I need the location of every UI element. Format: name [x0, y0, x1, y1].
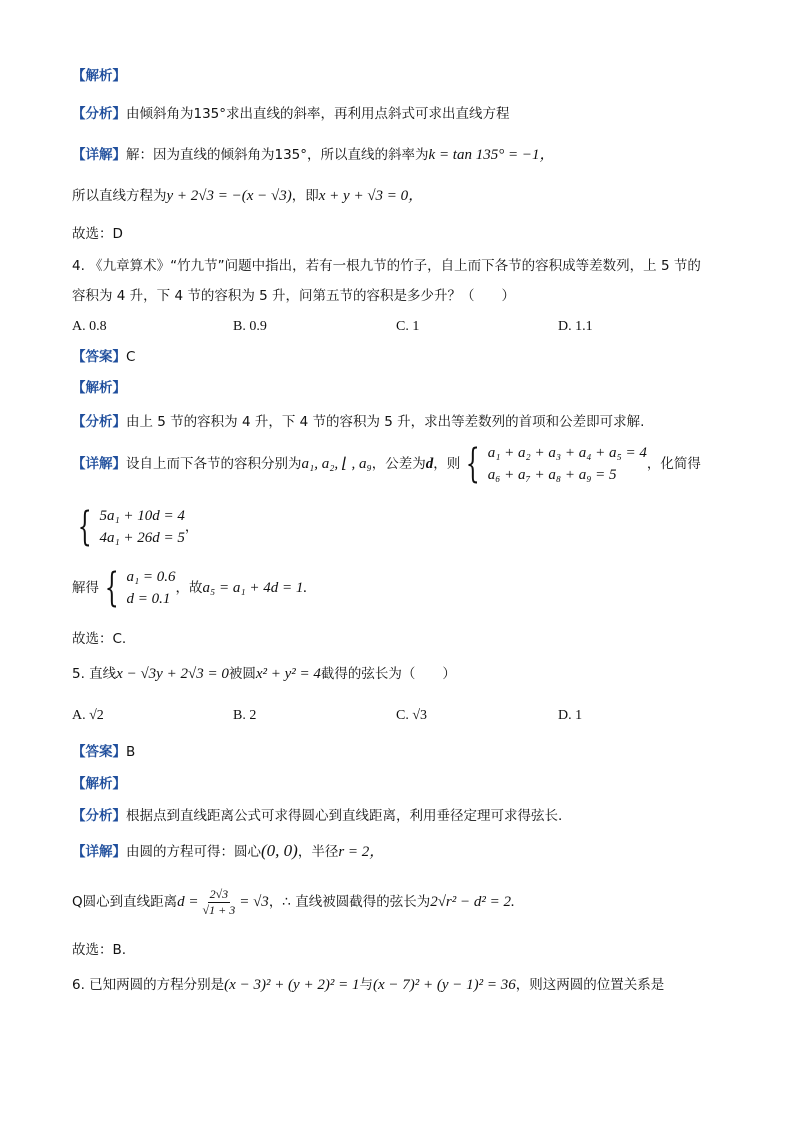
q5-stem-a: 5. 直线 [72, 666, 117, 682]
q5-distance-result: = √3 [239, 894, 269, 910]
q4-answer-tag: 【答案】 [72, 349, 126, 365]
q4-answer-value: C [126, 349, 136, 365]
q4-system-1 [460, 442, 647, 486]
q4-system-2-row-1: 5a₁ + 10d = 4 [99, 508, 185, 524]
q5-option-b: B. 2 [233, 708, 257, 723]
line-xiangjie-1 [72, 145, 554, 165]
equation-math-1: y + 2√3 = −(x − √3) [166, 188, 292, 204]
q4-solve-text: 解得 [72, 580, 99, 596]
q4-system-3-row-2: d = 0.1 [126, 591, 171, 607]
q4-option-d: D. 1.1 [558, 319, 593, 334]
q5-stem-line [72, 664, 456, 684]
q4-system-1-row-2: a₆ + a₇ + a₈ + a₉ = 5 [487, 467, 617, 483]
q4-answer-line [72, 347, 135, 367]
q5-distance-text-1: Q圆心到直线距离 [72, 894, 178, 910]
q4-d-symbol: d [425, 456, 434, 472]
equation-math-2: x + y + √3 = 0， [318, 188, 424, 204]
q5-answer-choice: 故选：B. [72, 942, 127, 958]
q4-option-a: A. 0.8 [72, 319, 107, 334]
q5-fenxi-text: 根据点到直线距离公式可求得圆心到直线距离，利用垂径定理可求得弦长. [126, 808, 563, 824]
q5-fenxi-line [72, 806, 562, 826]
q4-system-2-row-2: 4a₁ + 26d = 5 [99, 530, 185, 546]
q5-distance-text-2: ，∴ 直线被圆截得的弦长为 [268, 894, 431, 910]
q6-stem-text-1: 6. 已知两圆的方程分别是 [72, 977, 225, 993]
q6-circle-1: (x − 3)² + (y + 2)² = 1 [224, 977, 360, 993]
line-equation [72, 186, 423, 206]
q5-fenxi-tag: 【分析】 [72, 808, 126, 824]
q4-stem-line-2: 容积为 4 升，下 4 节的容积为 5 升，问第五节的容积是多少升？（ ） [72, 288, 516, 304]
q5-answer-value: B [126, 744, 136, 760]
q6-stem-line [72, 975, 664, 995]
q6-stem-text-2: 与 [359, 977, 373, 993]
q4-option-c: C. 1 [396, 319, 420, 334]
q4-solve-tail: ，故 [175, 580, 203, 596]
q5-xiangjie-line [72, 841, 384, 862]
equation-mid: ，即 [291, 188, 319, 204]
q5-stem-b: 被圆 [228, 666, 256, 682]
q5-option-c: C. √3 [396, 708, 428, 723]
q5-distance-fraction [201, 887, 238, 918]
q5-jiexi-line: 【解析】 [72, 776, 126, 792]
xiangjie-tag: 【详解】 [72, 147, 126, 163]
q5-xiangjie-text-1: 由圆的方程可得：圆心 [126, 844, 261, 860]
q4-answer-choice: 故选：C. [72, 631, 127, 647]
q4-fenxi-line [72, 412, 644, 432]
line-answer-choice-1: 故选：D [72, 226, 123, 242]
xiangjie-text: 解：因为直线的倾斜角为135°，所以直线的斜率为 [126, 147, 429, 163]
q4-xiangjie-text-3: ，则 [433, 456, 461, 472]
q5-xiangjie-text-2: ，半径 [297, 844, 339, 860]
slope-formula: k = tan 135° = −1， [428, 147, 555, 163]
q4-system-3-row-1: a₁ = 0.6 [126, 569, 176, 585]
q4-sequence-math: a₁, a₂, ⌊ , a₉ [301, 456, 372, 472]
q4-xiangjie-text-2: ，公差为 [371, 456, 426, 472]
q4-solve-math: a₅ = a₁ + 4d = 1. [202, 580, 308, 596]
q5-option-d: D. 1 [558, 708, 583, 723]
line-fenxi-1 [72, 104, 510, 124]
brace-icon: { [465, 441, 480, 487]
brace-icon: { [77, 504, 92, 550]
q4-jiexi-line: 【解析】 [72, 380, 126, 396]
q5-answer-tag: 【答案】 [72, 744, 126, 760]
q5-stem-c: 截得的弦长为（ ） [320, 666, 456, 682]
q4-solution-line [72, 566, 307, 610]
q5-distance-line [72, 884, 515, 920]
q4-fenxi-text: 由上 5 节的容积为 4 升，下 4 节的容积为 5 升，求出等差数列的首项和公差即可求解. [126, 414, 645, 430]
q4-system-2-tail: ， [184, 519, 199, 535]
fenxi-tag: 【分析】 [72, 106, 126, 122]
q5-answer-line [72, 742, 135, 762]
q5-option-a: A. √2 [72, 708, 104, 723]
brace-icon: { [104, 565, 119, 611]
q5-radius-math: r = 2， [338, 844, 385, 860]
q5-fraction-denominator: √1 + 3 [202, 902, 236, 917]
q4-xiangjie-text-1: 设自上而下各节的容积分别为 [126, 456, 302, 472]
q4-fenxi-tag: 【分析】 [72, 414, 126, 430]
q5-d-symbol: d = [177, 894, 199, 910]
q6-circle-2: (x − 7)² + (y − 1)² = 36 [372, 977, 516, 993]
q5-xiangjie-tag: 【详解】 [72, 844, 126, 860]
fenxi-text: 由倾斜角为135°求出直线的斜率，再利用点斜式可求出直线方程 [126, 106, 510, 122]
q6-stem-text-3: ，则这两圆的位置关系是 [515, 977, 665, 993]
q5-center-math: (0, 0) [261, 841, 298, 860]
q4-system-1-row-1: a₁ + a₂ + a₃ + a₄ + a₅ = 4 [487, 445, 647, 461]
q4-option-b: B. 0.9 [233, 319, 267, 334]
q4-simplified-line [72, 505, 198, 549]
q4-system-3 [99, 566, 176, 610]
equation-text: 所以直线方程为 [72, 188, 167, 204]
q4-system-2 [72, 505, 185, 549]
q4-xiangjie-line [72, 442, 701, 486]
q5-fraction-numerator: 2√3 [209, 886, 229, 901]
q4-xiangjie-tag: 【详解】 [72, 456, 126, 472]
q4-stem-line-1: 4. 《九章算术》“竹九节”问题中指出，若有一根九节的竹子，自上而下各节的容积成等差数列，上 5 节的 [72, 258, 701, 274]
line-jiexi-1: 【解析】 [72, 68, 126, 84]
q4-xiangjie-text-4: ，化简得 [646, 456, 701, 472]
q5-circle-equation: x² + y² = 4 [255, 666, 321, 682]
q5-chord-math: 2√r² − d² = 2. [430, 894, 515, 910]
q5-line-equation: x − √3y + 2√3 = 0 [116, 666, 229, 682]
